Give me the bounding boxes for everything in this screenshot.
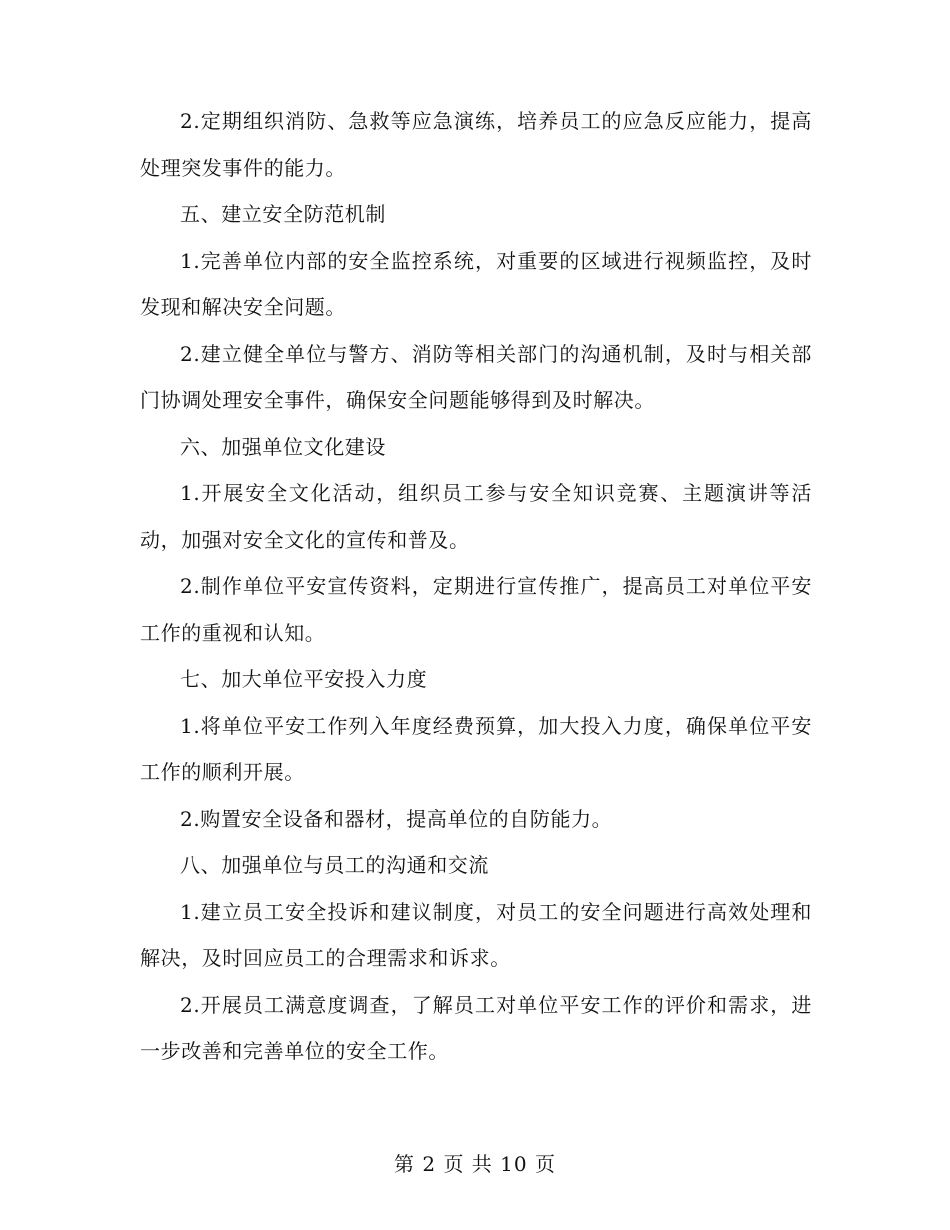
paragraph: 1.开展安全文化活动，组织员工参与安全知识竞赛、主题演讲等活动，加强对安全文化的宣传和普及。 xyxy=(140,481,812,552)
paragraph: 1.完善单位内部的安全监控系统，对重要的区域进行视频监控，及时发现和解决安全问题。 xyxy=(140,248,812,319)
paragraph: 1.将单位平安工作列入年度经费预算，加大投入力度，确保单位平安工作的顺利开展。 xyxy=(140,713,812,784)
section-heading: 五、建立安全防范机制 xyxy=(180,202,386,226)
paragraph: 2.开展员工满意度调查，了解员工对单位平安工作的评价和需求，进一步改善和完善单位的安全工作。 xyxy=(140,992,812,1063)
section-heading: 八、加强单位与员工的沟通和交流 xyxy=(180,853,489,877)
paragraph: 2.建立健全单位与警方、消防等相关部门的沟通机制，及时与相关部门协调处理安全事件，确保安全问题能够得到及时解决。 xyxy=(140,341,812,412)
paragraph: 1.建立员工安全投诉和建议制度，对员工的安全问题进行高效处理和解决，及时回应员工的合理需求和诉求。 xyxy=(140,899,812,970)
document-body xyxy=(140,98,812,1075)
page-footer: 第 2 页 共 10 页 xyxy=(394,1152,556,1176)
paragraph: 2.制作单位平安宣传资料，定期进行宣传推广，提高员工对单位平安工作的重视和认知。 xyxy=(140,574,812,645)
section-heading: 七、加大单位平安投入力度 xyxy=(180,667,428,691)
paragraph: 2.定期组织消防、急救等应急演练，培养员工的应急反应能力，提高处理突发事件的能力。 xyxy=(140,109,812,180)
section-heading: 六、加强单位文化建设 xyxy=(180,434,386,459)
paragraph: 2.购置安全设备和器材，提高单位的自防能力。 xyxy=(180,806,613,831)
